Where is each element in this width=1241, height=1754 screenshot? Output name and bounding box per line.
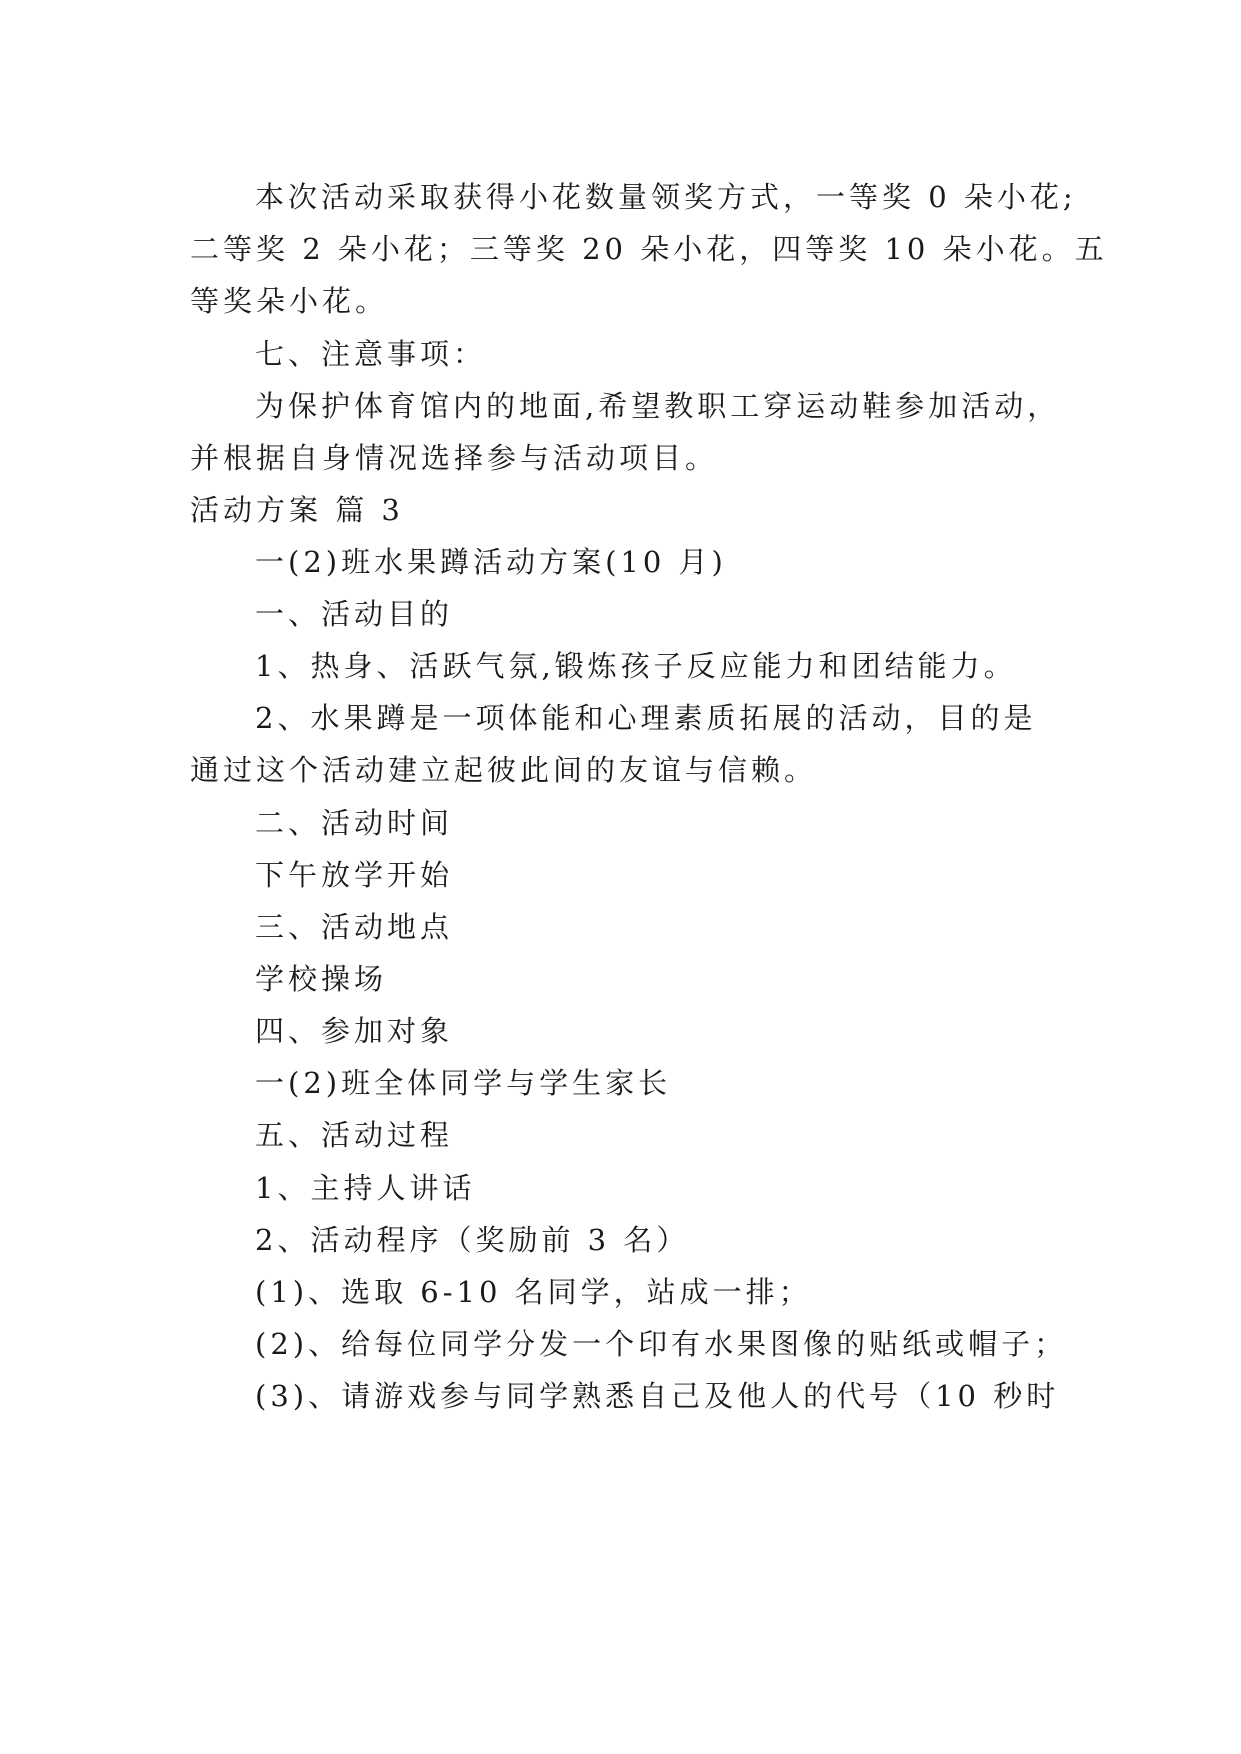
list-item: (2)、给每位同学分发一个印有水果图像的贴纸或帽子；	[255, 1327, 1068, 1361]
plan-title: 一(2)班水果蹲活动方案(10 月)	[255, 545, 727, 579]
section-heading: 一、活动目的	[255, 597, 454, 631]
paragraph-line: 并根据自身情况选择参与活动项目。	[190, 441, 719, 475]
section-heading: 三、活动地点	[255, 910, 454, 944]
paragraph-line: 一(2)班全体同学与学生家长	[255, 1066, 672, 1100]
paragraph-line: 本次活动采取获得小花数量领奖方式，一等奖 0 朵小花;	[255, 180, 1077, 214]
list-item: 1、热身、活跃气氛,锻炼孩子反应能力和团结能力。	[255, 649, 1017, 683]
list-item: (3)、请游戏参与同学熟悉自己及他人的代号（10 秒时	[255, 1379, 1060, 1413]
paragraph-line: 下午放学开始	[255, 858, 454, 892]
list-item: 1、主持人讲话	[255, 1171, 476, 1205]
list-item: 2、水果蹲是一项体能和心理素质拓展的活动，目的是	[255, 701, 1037, 735]
section-heading: 四、参加对象	[255, 1014, 454, 1048]
list-item: 2、活动程序（奖励前 3 名）	[255, 1223, 690, 1257]
paragraph-line: 为保护体育馆内的地面,希望教职工穿运动鞋参加活动，	[255, 389, 1061, 423]
paragraph-line: 通过这个活动建立起彼此间的友谊与信赖。	[190, 753, 818, 787]
list-item: (1)、选取 6-10 名同学，站成一排；	[255, 1275, 812, 1309]
paragraph-line: 学校操场	[255, 962, 388, 996]
section-heading: 二、活动时间	[255, 806, 454, 840]
section-heading: 五、活动过程	[255, 1118, 454, 1152]
paragraph-line: 二等奖 2 朵小花；三等奖 20 朵小花，四等奖 10 朵小花。五	[190, 232, 1108, 266]
chapter-title: 活动方案 篇 3	[190, 493, 404, 527]
section-heading: 七、注意事项：	[255, 337, 487, 371]
paragraph-line: 等奖朵小花。	[190, 284, 389, 318]
